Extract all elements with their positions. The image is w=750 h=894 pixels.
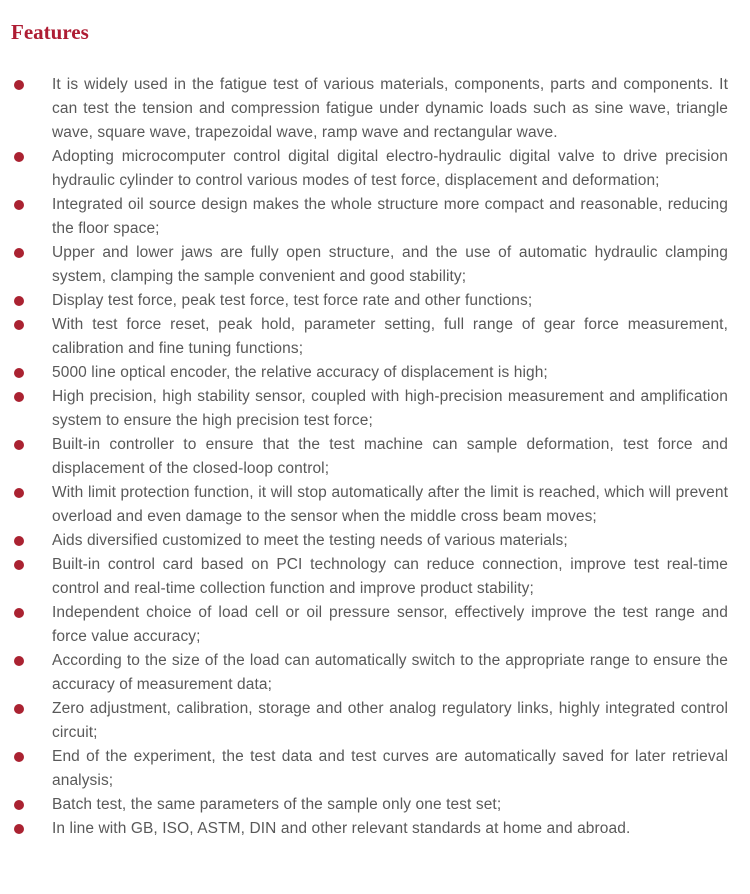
feature-item — [0, 481, 728, 529]
feature-item — [0, 817, 728, 841]
bullet-icon — [14, 368, 24, 378]
feature-item — [0, 289, 728, 313]
bullet-icon — [14, 392, 24, 402]
feature-text: End of the experiment, the test data and test curves are automatically saved for later retrieval analysis; — [52, 748, 728, 789]
feature-item — [0, 433, 728, 481]
feature-text: With test force reset, peak hold, parameter setting, full range of gear force measurement, calibration and fine tuning functions; — [52, 316, 728, 357]
feature-item — [0, 241, 728, 289]
bullet-icon — [14, 296, 24, 306]
feature-item — [0, 385, 728, 433]
feature-text: Independent choice of load cell or oil pressure sensor, effectively improve the test range and force value accuracy; — [52, 604, 728, 645]
feature-text: High precision, high stability sensor, coupled with high-precision measurement and amplification system to ensure the high precision test force; — [52, 388, 728, 429]
bullet-icon — [14, 200, 24, 210]
feature-text: With limit protection function, it will stop automatically after the limit is reached, which will prevent overload and even damage to the sensor when the middle cross beam moves; — [52, 484, 728, 525]
feature-text: Aids diversified customized to meet the testing needs of various materials; — [52, 532, 568, 549]
feature-text: According to the size of the load can automatically switch to the appropriate range to ensure the accuracy of measurement data; — [52, 652, 728, 693]
bullet-icon — [14, 752, 24, 762]
feature-item — [0, 793, 728, 817]
feature-item — [0, 745, 728, 793]
bullet-icon — [14, 536, 24, 546]
feature-item — [0, 649, 728, 697]
feature-item — [0, 145, 728, 193]
features-list — [0, 73, 750, 841]
bullet-icon — [14, 80, 24, 90]
bullet-icon — [14, 608, 24, 618]
feature-text: In line with GB, ISO, ASTM, DIN and other relevant standards at home and abroad. — [52, 820, 631, 837]
bullet-icon — [14, 488, 24, 498]
feature-item — [0, 529, 728, 553]
bullet-icon — [14, 320, 24, 330]
section-title: Features — [11, 20, 89, 44]
bullet-icon — [14, 704, 24, 714]
feature-text: Display test force, peak test force, test force rate and other functions; — [52, 292, 533, 309]
feature-text: It is widely used in the fatigue test of various materials, components, parts and components. It can test the tension and compression fatigue under dynamic loads such as sine wave, triangle wave, square wave, trapezoidal wave, ramp wave and rectangular wave. — [52, 76, 728, 141]
feature-item — [0, 553, 728, 601]
feature-item — [0, 73, 728, 145]
bullet-icon — [14, 152, 24, 162]
bullet-icon — [14, 440, 24, 450]
bullet-icon — [14, 800, 24, 810]
feature-item — [0, 697, 728, 745]
bullet-icon — [14, 560, 24, 570]
feature-text: Adopting microcomputer control digital digital electro-hydraulic digital valve to drive precision hydraulic cylinder to control various modes of test force, displacement and deformation; — [52, 148, 728, 189]
feature-text: 5000 line optical encoder, the relative accuracy of displacement is high; — [52, 364, 548, 381]
feature-text: Zero adjustment, calibration, storage and other analog regulatory links, highly integrated control circuit; — [52, 700, 728, 741]
feature-text: Upper and lower jaws are fully open structure, and the use of automatic hydraulic clamping system, clamping the sample convenient and good stability; — [52, 244, 728, 285]
feature-text: Integrated oil source design makes the whole structure more compact and reasonable, reducing the floor space; — [52, 196, 728, 237]
feature-item — [0, 313, 728, 361]
feature-item — [0, 193, 728, 241]
feature-text: Built-in controller to ensure that the test machine can sample deformation, test force and displacement of the closed-loop control; — [52, 436, 728, 477]
feature-text: Built-in control card based on PCI technology can reduce connection, improve test real-time control and real-time collection function and improve product stability; — [52, 556, 728, 597]
feature-item — [0, 361, 728, 385]
feature-item — [0, 601, 728, 649]
bullet-icon — [14, 248, 24, 258]
bullet-icon — [14, 656, 24, 666]
bullet-icon — [14, 824, 24, 834]
feature-text: Batch test, the same parameters of the sample only one test set; — [52, 796, 502, 813]
